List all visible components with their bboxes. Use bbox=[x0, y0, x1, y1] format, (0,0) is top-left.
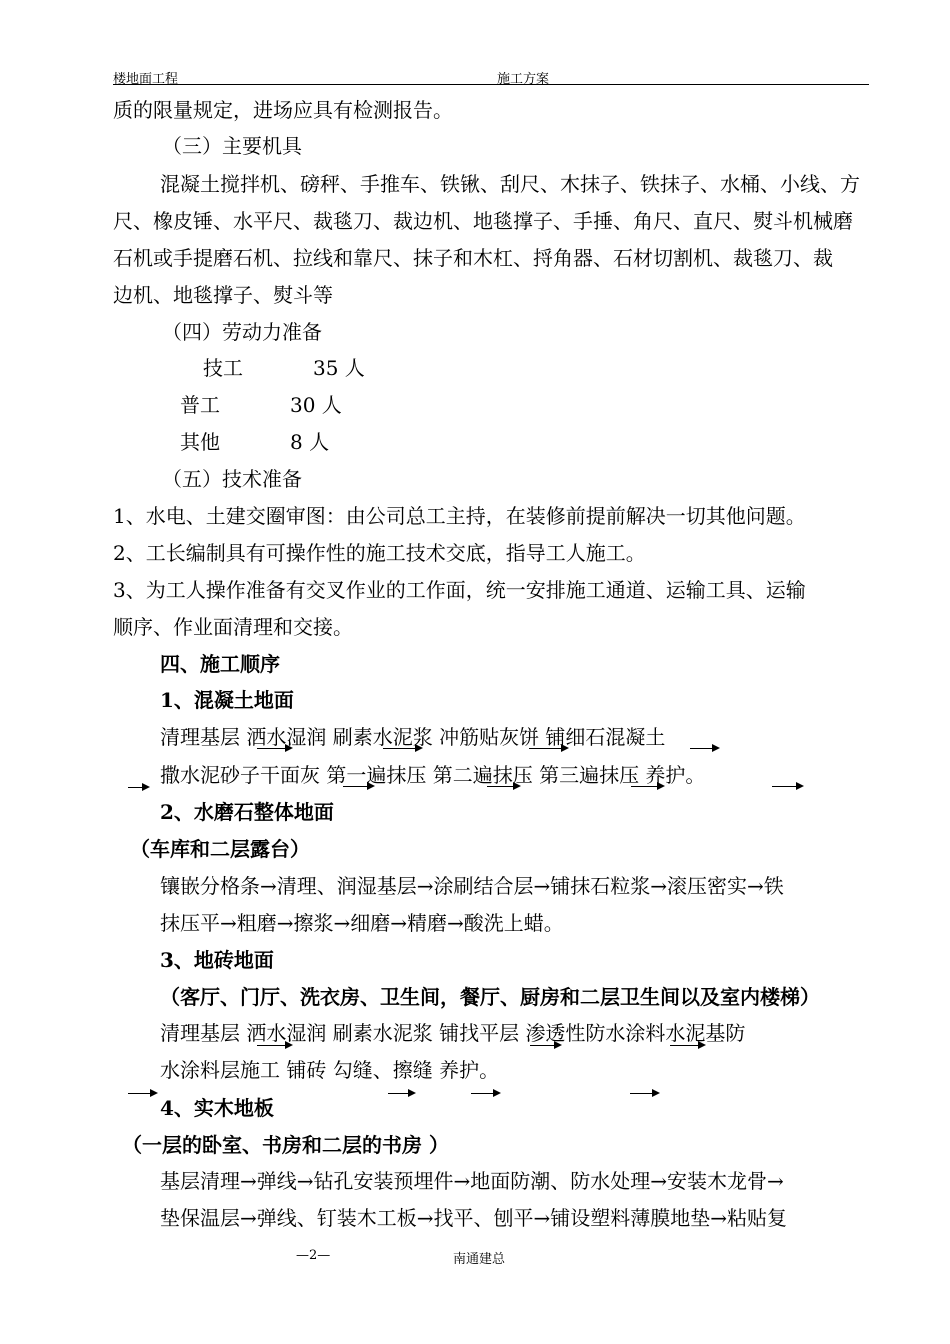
process-line: 清理基层 洒水湿润 刷素水泥浆 冲筋贴灰饼 铺细石混凝土 bbox=[160, 725, 666, 749]
process-line: 镶嵌分格条→清理、润湿基层→涂刷结合层→铺抹石粒浆→滚压密实→铁 bbox=[160, 874, 784, 898]
arrow-right-icon bbox=[630, 1093, 658, 1094]
arrow-right-icon bbox=[529, 748, 567, 749]
labor-count: 30 人 bbox=[290, 393, 342, 417]
arrow-right-icon bbox=[383, 748, 421, 749]
footer-company: 南通建总 bbox=[453, 1252, 506, 1267]
paragraph-line: 1、水电、土建交圈审图：由公司总工主持，在装修前提前解决一切其他问题。 bbox=[113, 504, 806, 528]
paragraph-line: 边机、地毯撑子、熨斗等 bbox=[113, 283, 333, 307]
subsection-subtitle: （一层的卧室、书房和二层的书房 ） bbox=[122, 1133, 449, 1157]
process-line: 抹压平→粗磨→擦浆→细磨→精磨→酸洗上蜡。 bbox=[160, 911, 564, 935]
arrow-right-icon bbox=[670, 1045, 704, 1046]
arrow-right-icon bbox=[690, 748, 718, 749]
subsection-subtitle: （车库和二层露台） bbox=[130, 837, 310, 861]
arrow-right-icon bbox=[487, 786, 519, 787]
subsection-heading: 2、水磨石整体地面 bbox=[160, 800, 334, 824]
arrow-right-icon bbox=[128, 787, 148, 788]
labor-name: 普工 bbox=[180, 393, 220, 417]
arrow-right-icon bbox=[388, 1093, 414, 1094]
process-line: 水涂料层施工 铺砖 勾缝、擦缝 养护。 bbox=[160, 1058, 500, 1082]
paragraph-line: 混凝土搅拌机、磅秤、手推车、铁锹、刮尺、木抹子、铁抹子、水桶、小线、方 bbox=[160, 172, 860, 196]
arrow-right-icon bbox=[257, 1045, 291, 1046]
labor-count: 35 人 bbox=[313, 356, 365, 380]
process-line: 撒水泥砂子干面灰 第一遍抹压 第二遍抹压 第三遍抹压 养护。 bbox=[160, 763, 706, 787]
paragraph-line: 石机或手提磨石机、拉线和靠尺、抹子和木杠、捋角器、石材切割机、裁毯刀、裁 bbox=[113, 246, 833, 270]
section-heading: （四）劳动力准备 bbox=[162, 320, 322, 344]
process-line: 基层清理→弹线→钻孔安装预埋件→地面防潮、防水处理→安装木龙骨→ bbox=[160, 1169, 784, 1193]
arrow-right-icon bbox=[631, 786, 663, 787]
header-center: 施工方案 bbox=[497, 72, 550, 87]
subsection-heading: 1、混凝土地面 bbox=[160, 688, 294, 712]
paragraph-line: 2、工长编制具有可操作性的施工技术交底，指导工人施工。 bbox=[113, 541, 646, 565]
arrow-right-icon bbox=[772, 786, 802, 787]
arrow-right-icon bbox=[128, 1093, 156, 1094]
arrow-right-icon bbox=[343, 786, 373, 787]
paragraph-line: 质的限量规定，进场应具有检测报告。 bbox=[113, 98, 453, 122]
paragraph-line: 顺序、作业面清理和交接。 bbox=[113, 615, 353, 639]
page-number: —2— bbox=[296, 1248, 331, 1263]
paragraph-line: 3、为工人操作准备有交叉作业的工作面，统一安排施工通道、运输工具、运输 bbox=[113, 578, 806, 602]
arrow-right-icon bbox=[471, 1093, 499, 1094]
process-line: 清理基层 洒水湿润 刷素水泥浆 铺找平层 渗透性防水涂料水泥基防 bbox=[160, 1021, 746, 1045]
subsection-heading: 3、地砖地面 bbox=[160, 948, 274, 972]
arrow-right-icon bbox=[530, 1045, 560, 1046]
section-heading: （三）主要机具 bbox=[162, 134, 302, 158]
section-heading: （五）技术准备 bbox=[162, 467, 302, 491]
labor-count: 8 人 bbox=[290, 430, 330, 454]
header-rule bbox=[113, 84, 869, 85]
labor-name: 其他 bbox=[180, 430, 220, 454]
subsection-subtitle: （客厅、门厅、洗衣房、卫生间，餐厅、厨房和二层卫生间以及室内楼梯） bbox=[160, 985, 820, 1009]
paragraph-line: 尺、橡皮锤、水平尺、裁毯刀、裁边机、地毯撑子、手捶、角尺、直尺、熨斗机械磨 bbox=[113, 209, 853, 233]
header-left: 楼地面工程 bbox=[113, 72, 179, 87]
arrow-right-icon bbox=[257, 748, 291, 749]
labor-name: 技工 bbox=[203, 356, 243, 380]
process-line: 垫保温层→弹线、钉装木工板→找平、刨平→铺设塑料薄膜地垫→粘贴复 bbox=[160, 1206, 788, 1230]
section-heading: 四、施工顺序 bbox=[160, 652, 280, 676]
subsection-heading: 4、实木地板 bbox=[160, 1096, 274, 1120]
